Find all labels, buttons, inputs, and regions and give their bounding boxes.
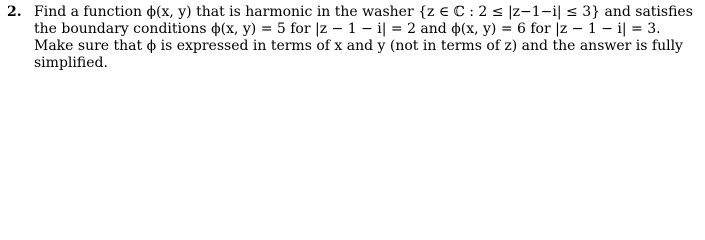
problem-text-line-1: Find a function ϕ(x, y) that is harmonic in the washer {z ∈ ℂ : 2 ≤ |z−1−i| ≤ 3} and satisfies (34, 4, 693, 20)
problem-line-1 (7, 4, 695, 21)
problem-text-line-4: simplified. (34, 55, 108, 71)
problem-text-line-2: the boundary conditions ϕ(x, y) = 5 for |z − 1 − i| = 2 and ϕ(x, y) = 6 for |z − 1 − i| = 3. (34, 21, 661, 37)
problem-text-line-3: Make sure that ϕ is expressed in terms of x and y (not in terms of z) and the answer is fully (34, 38, 683, 54)
problem-number: 2. (7, 4, 22, 20)
problem-statement (0, 0, 705, 86)
